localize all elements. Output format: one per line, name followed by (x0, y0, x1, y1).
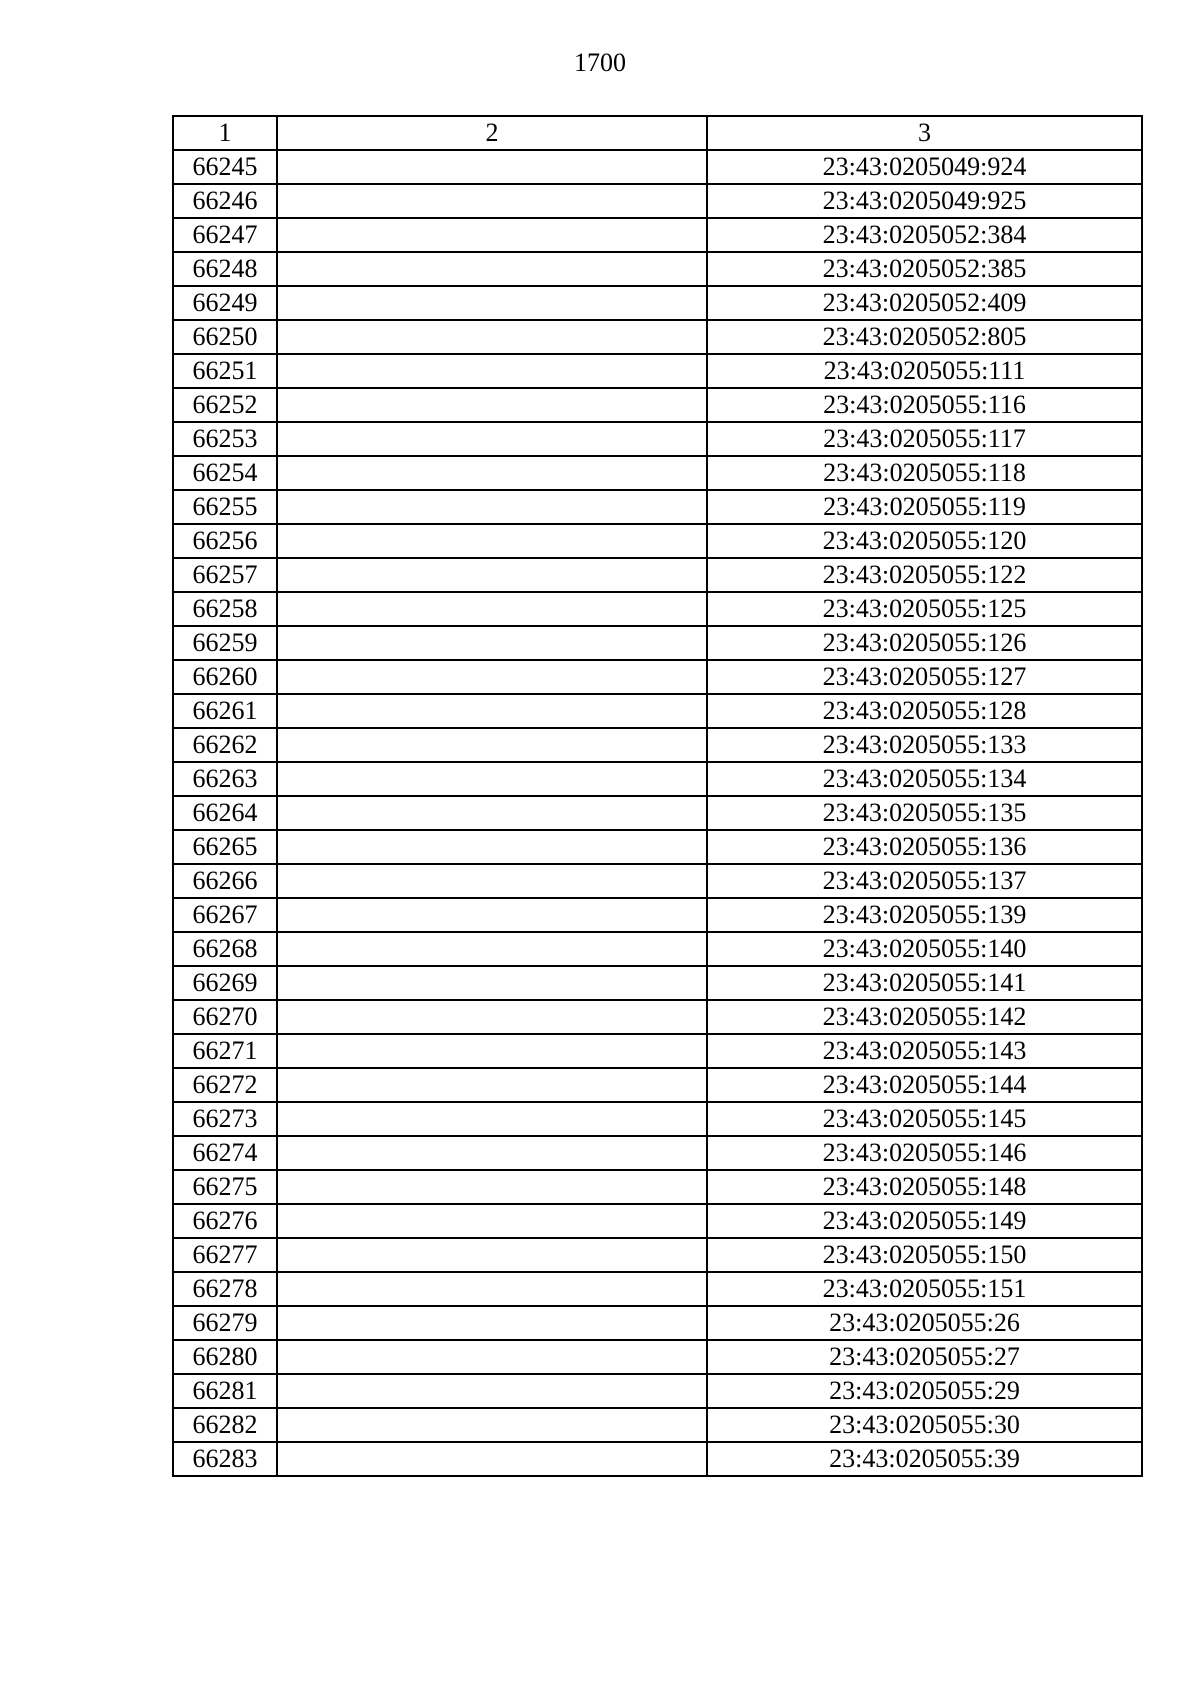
row-number-cell: 66282 (173, 1408, 277, 1442)
cadastral-number-cell: 23:43:0205055:30 (707, 1408, 1142, 1442)
row-empty-cell (277, 354, 707, 388)
cadastral-number-cell: 23:43:0205055:39 (707, 1442, 1142, 1476)
table-row (173, 728, 1142, 762)
table-row (173, 1034, 1142, 1068)
cadastral-number-cell: 23:43:0205055:26 (707, 1306, 1142, 1340)
cadastral-number-cell: 23:43:0205055:136 (707, 830, 1142, 864)
cadastral-number-cell: 23:43:0205052:409 (707, 286, 1142, 320)
cadastral-number-cell: 23:43:0205055:111 (707, 354, 1142, 388)
row-empty-cell (277, 422, 707, 456)
row-number-cell: 66270 (173, 1000, 277, 1034)
row-empty-cell (277, 1374, 707, 1408)
table-row (173, 1068, 1142, 1102)
row-empty-cell (277, 762, 707, 796)
cadastral-number-cell: 23:43:0205055:134 (707, 762, 1142, 796)
row-number-cell: 66281 (173, 1374, 277, 1408)
row-empty-cell (277, 1102, 707, 1136)
cadastral-number-cell: 23:43:0205055:135 (707, 796, 1142, 830)
table-row (173, 1374, 1142, 1408)
row-empty-cell (277, 1136, 707, 1170)
table-row (173, 898, 1142, 932)
row-empty-cell (277, 626, 707, 660)
row-empty-cell (277, 388, 707, 422)
row-empty-cell (277, 252, 707, 286)
cadastral-number-cell: 23:43:0205055:146 (707, 1136, 1142, 1170)
cadastral-number-cell: 23:43:0205055:116 (707, 388, 1142, 422)
header-col-3: 3 (707, 116, 1142, 150)
row-empty-cell (277, 286, 707, 320)
cadastral-number-cell: 23:43:0205052:385 (707, 252, 1142, 286)
table-row (173, 184, 1142, 218)
row-number-cell: 66280 (173, 1340, 277, 1374)
cadastral-number-cell: 23:43:0205055:137 (707, 864, 1142, 898)
cadastral-number-cell: 23:43:0205055:127 (707, 660, 1142, 694)
row-empty-cell (277, 830, 707, 864)
table-row (173, 1102, 1142, 1136)
row-number-cell: 66254 (173, 456, 277, 490)
row-number-cell: 66258 (173, 592, 277, 626)
row-empty-cell (277, 796, 707, 830)
row-number-cell: 66245 (173, 150, 277, 184)
table-row (173, 864, 1142, 898)
page-number: 1700 (574, 48, 626, 77)
row-empty-cell (277, 1068, 707, 1102)
cadastral-number-cell: 23:43:0205055:145 (707, 1102, 1142, 1136)
row-empty-cell (277, 694, 707, 728)
row-number-cell: 66261 (173, 694, 277, 728)
row-empty-cell (277, 558, 707, 592)
table-row (173, 1204, 1142, 1238)
table-row (173, 694, 1142, 728)
row-empty-cell (277, 932, 707, 966)
row-number-cell: 66276 (173, 1204, 277, 1238)
cadastral-number-cell: 23:43:0205055:141 (707, 966, 1142, 1000)
row-number-cell: 66266 (173, 864, 277, 898)
table-row (173, 150, 1142, 184)
cadastral-number-cell: 23:43:0205052:805 (707, 320, 1142, 354)
row-empty-cell (277, 456, 707, 490)
row-number-cell: 66278 (173, 1272, 277, 1306)
table-row (173, 966, 1142, 1000)
header-col-2: 2 (277, 116, 707, 150)
row-number-cell: 66249 (173, 286, 277, 320)
row-empty-cell (277, 592, 707, 626)
row-number-cell: 66259 (173, 626, 277, 660)
row-empty-cell (277, 320, 707, 354)
header-col-1: 1 (173, 116, 277, 150)
row-number-cell: 66262 (173, 728, 277, 762)
row-number-cell: 66257 (173, 558, 277, 592)
row-number-cell: 66283 (173, 1442, 277, 1476)
table-row (173, 1272, 1142, 1306)
table-row (173, 1136, 1142, 1170)
cadastral-number-cell: 23:43:0205055:125 (707, 592, 1142, 626)
table-row (173, 1408, 1142, 1442)
row-number-cell: 66279 (173, 1306, 277, 1340)
row-empty-cell (277, 1204, 707, 1238)
row-number-cell: 66273 (173, 1102, 277, 1136)
table-row (173, 1170, 1142, 1204)
row-empty-cell (277, 184, 707, 218)
cadastral-number-cell: 23:43:0205055:29 (707, 1374, 1142, 1408)
table-row (173, 388, 1142, 422)
row-empty-cell (277, 1238, 707, 1272)
row-number-cell: 66272 (173, 1068, 277, 1102)
cadastral-number-cell: 23:43:0205055:117 (707, 422, 1142, 456)
row-number-cell: 66252 (173, 388, 277, 422)
table-row (173, 762, 1142, 796)
row-empty-cell (277, 524, 707, 558)
row-number-cell: 66267 (173, 898, 277, 932)
row-empty-cell (277, 150, 707, 184)
row-number-cell: 66247 (173, 218, 277, 252)
table-row (173, 626, 1142, 660)
row-empty-cell (277, 1034, 707, 1068)
row-number-cell: 66246 (173, 184, 277, 218)
row-number-cell: 66248 (173, 252, 277, 286)
table-row (173, 218, 1142, 252)
table-row (173, 1340, 1142, 1374)
row-empty-cell (277, 898, 707, 932)
table-row (173, 830, 1142, 864)
cadastral-number-cell: 23:43:0205055:142 (707, 1000, 1142, 1034)
table-row (173, 524, 1142, 558)
row-number-cell: 66274 (173, 1136, 277, 1170)
cadastral-number-cell: 23:43:0205055:144 (707, 1068, 1142, 1102)
row-empty-cell (277, 490, 707, 524)
table-row (173, 1306, 1142, 1340)
row-empty-cell (277, 1408, 707, 1442)
cadastral-number-cell: 23:43:0205055:27 (707, 1340, 1142, 1374)
table-row (173, 354, 1142, 388)
table-row (173, 1442, 1142, 1476)
row-number-cell: 66250 (173, 320, 277, 354)
row-number-cell: 66253 (173, 422, 277, 456)
cadastral-number-cell: 23:43:0205055:120 (707, 524, 1142, 558)
row-empty-cell (277, 1306, 707, 1340)
header-row (173, 116, 1142, 150)
table-row (173, 456, 1142, 490)
table-row (173, 1238, 1142, 1272)
table-body (173, 150, 1142, 1476)
row-empty-cell (277, 966, 707, 1000)
table-row (173, 592, 1142, 626)
table-row (173, 1000, 1142, 1034)
cadastral-number-cell: 23:43:0205055:122 (707, 558, 1142, 592)
cadastral-number-cell: 23:43:0205055:140 (707, 932, 1142, 966)
row-empty-cell (277, 1340, 707, 1374)
row-empty-cell (277, 660, 707, 694)
table-row (173, 422, 1142, 456)
cadastral-number-cell: 23:43:0205055:126 (707, 626, 1142, 660)
table-row (173, 660, 1142, 694)
row-number-cell: 66277 (173, 1238, 277, 1272)
row-number-cell: 66260 (173, 660, 277, 694)
cadastral-number-cell: 23:43:0205055:118 (707, 456, 1142, 490)
row-number-cell: 66265 (173, 830, 277, 864)
table-row (173, 932, 1142, 966)
table-row (173, 286, 1142, 320)
row-number-cell: 66275 (173, 1170, 277, 1204)
cadastral-number-cell: 23:43:0205052:384 (707, 218, 1142, 252)
cadastral-number-cell: 23:43:0205055:119 (707, 490, 1142, 524)
cadastral-number-cell: 23:43:0205055:133 (707, 728, 1142, 762)
row-empty-cell (277, 1170, 707, 1204)
table-row (173, 252, 1142, 286)
row-number-cell: 66271 (173, 1034, 277, 1068)
cadastral-number-cell: 23:43:0205055:149 (707, 1204, 1142, 1238)
table-row (173, 320, 1142, 354)
row-empty-cell (277, 1000, 707, 1034)
row-number-cell: 66263 (173, 762, 277, 796)
cadastral-number-cell: 23:43:0205049:925 (707, 184, 1142, 218)
row-number-cell: 66255 (173, 490, 277, 524)
cadastral-number-cell: 23:43:0205049:924 (707, 150, 1142, 184)
row-empty-cell (277, 218, 707, 252)
row-number-cell: 66269 (173, 966, 277, 1000)
row-empty-cell (277, 728, 707, 762)
row-empty-cell (277, 1272, 707, 1306)
row-number-cell: 66251 (173, 354, 277, 388)
row-number-cell: 66264 (173, 796, 277, 830)
row-empty-cell (277, 864, 707, 898)
row-number-cell: 66268 (173, 932, 277, 966)
cadastral-number-cell: 23:43:0205055:128 (707, 694, 1142, 728)
cadastral-number-cell: 23:43:0205055:150 (707, 1238, 1142, 1272)
cadastral-number-cell: 23:43:0205055:143 (707, 1034, 1142, 1068)
table-row (173, 796, 1142, 830)
cadastral-number-cell: 23:43:0205055:148 (707, 1170, 1142, 1204)
table-header (173, 116, 1142, 150)
table-row (173, 558, 1142, 592)
row-empty-cell (277, 1442, 707, 1476)
registry-table (172, 115, 1143, 1477)
table-row (173, 490, 1142, 524)
cadastral-number-cell: 23:43:0205055:139 (707, 898, 1142, 932)
row-number-cell: 66256 (173, 524, 277, 558)
cadastral-number-cell: 23:43:0205055:151 (707, 1272, 1142, 1306)
